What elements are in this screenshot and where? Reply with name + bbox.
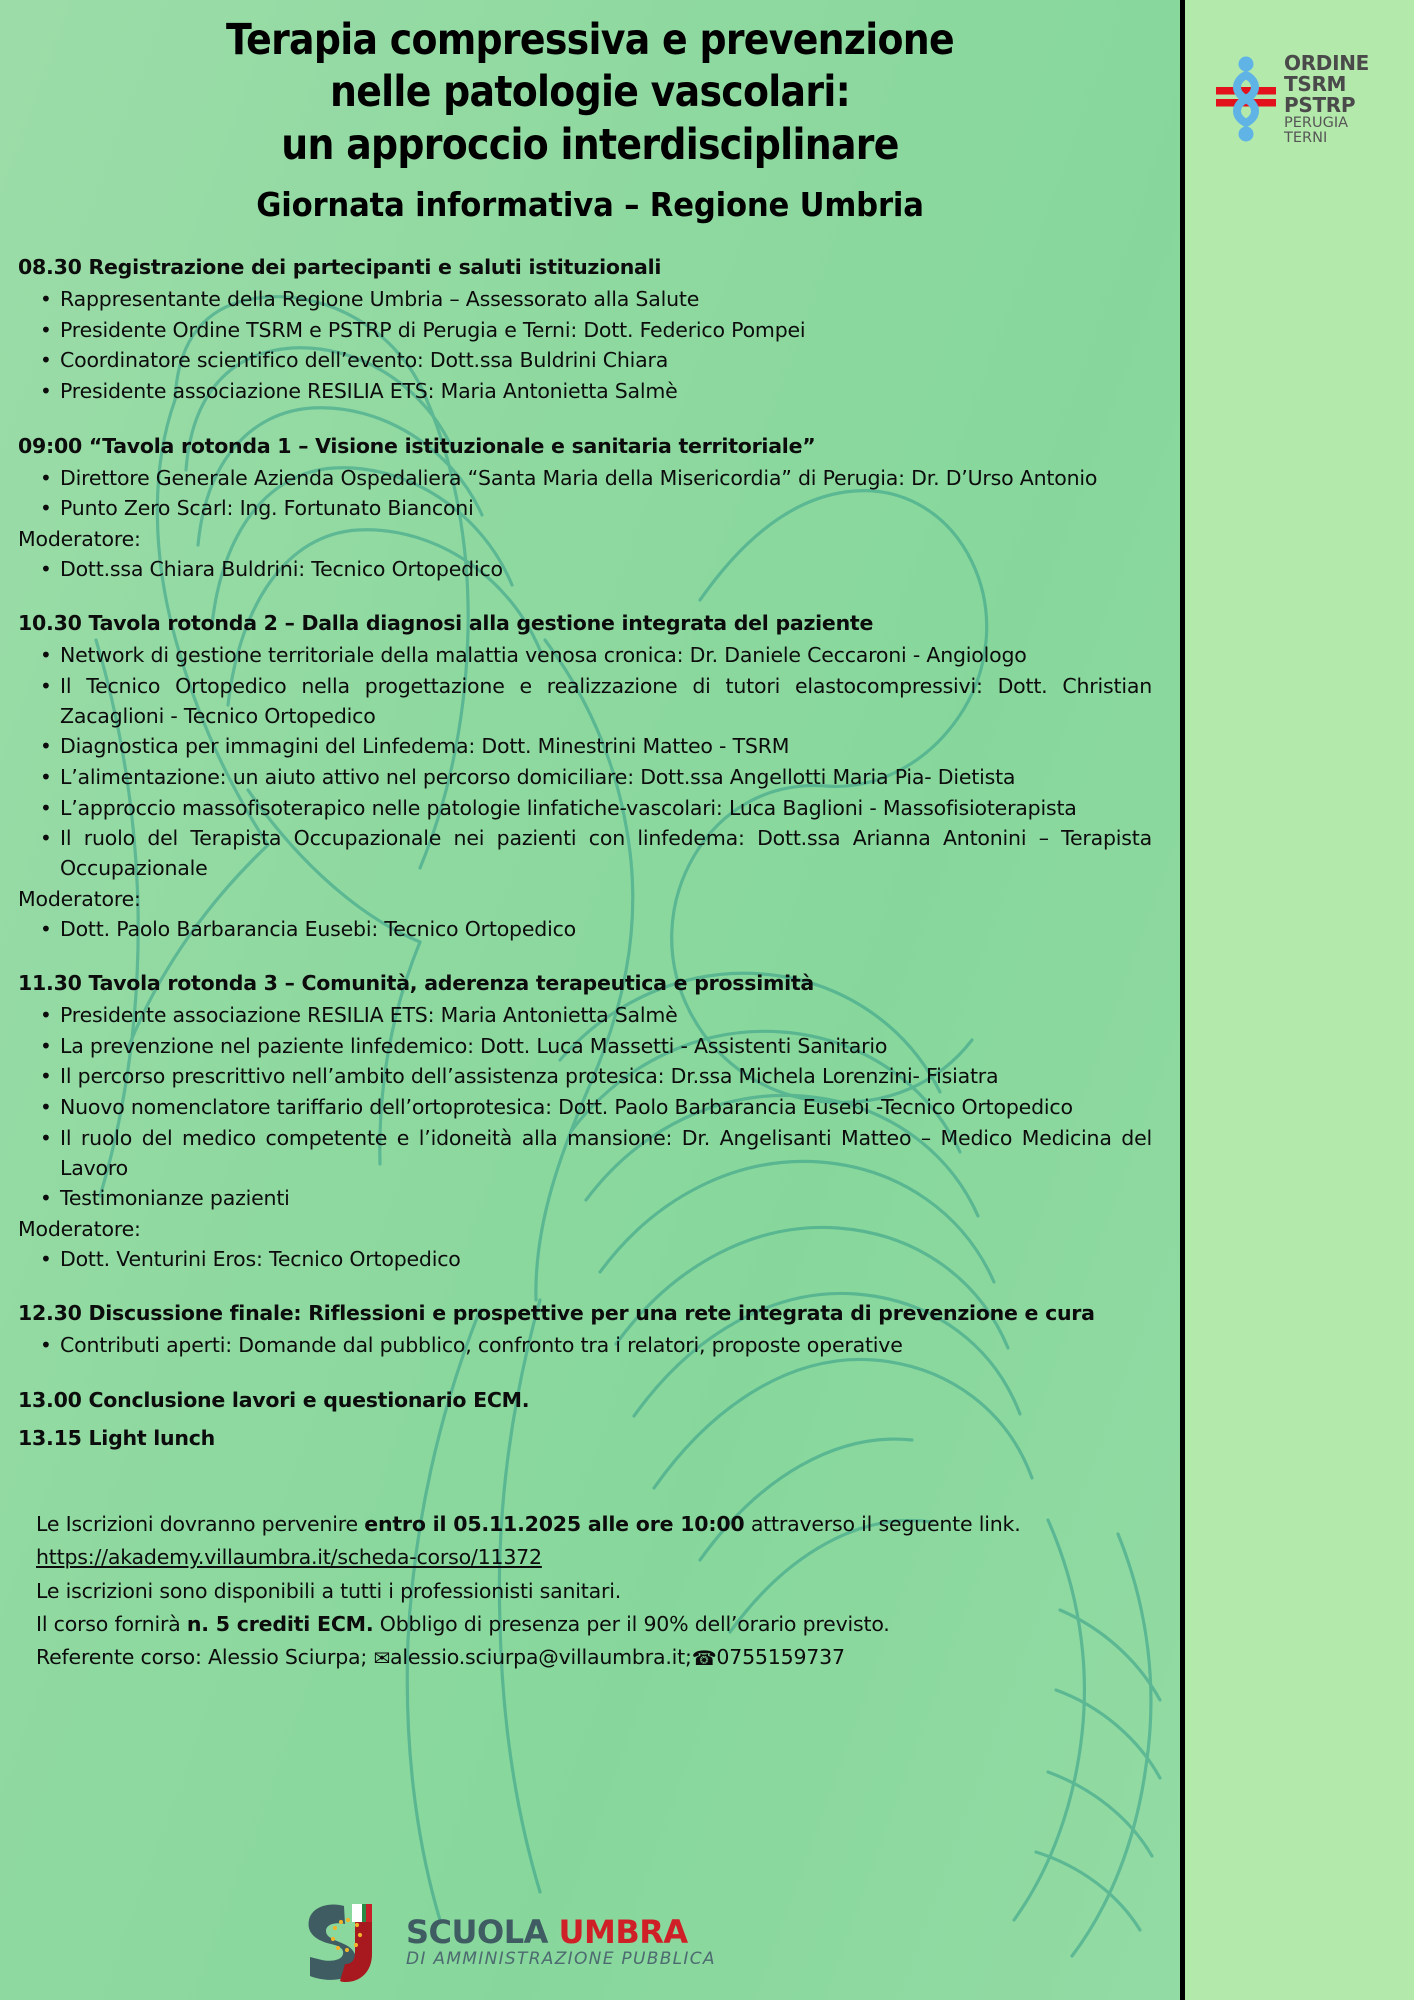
eligibility-line: Le iscrizioni sono disponibili a tutti i professionisti sanitari.	[36, 1578, 622, 1603]
contact-email[interactable]: alessio.sciurpa@villaumbra.it;	[390, 1645, 692, 1669]
list-item: • Il Tecnico Ortopedico nella progettazione e realizzazione di tutori elastocompressivi: Dott. Christian Zacaglioni - Tecnico Ortopedico	[18, 672, 1158, 731]
list-item: • Network di gestione territoriale della malattia venosa cronica: Dr. Daniele Ceccaroni - Angiologo	[18, 641, 1158, 671]
list-item: • Il percorso prescrittivo nell’ambito dell’assistenza protesica: Dr.ssa Michela Lorenzini- Fisiatra	[18, 1062, 1158, 1092]
credits-text-a: Il corso fornirà	[36, 1611, 187, 1636]
section-item-list	[18, 1331, 1158, 1361]
scuola-umbra-wordmark	[406, 1913, 716, 1969]
moderator-list	[18, 915, 1158, 945]
scuola-umbra-name	[406, 1913, 716, 1951]
moderator-label: Moderatore:	[18, 1217, 141, 1242]
program-section	[18, 254, 1158, 407]
contact-phone: 0755159737	[716, 1645, 845, 1669]
deadline-line	[36, 1508, 1140, 1541]
section-heading: 13.00 Conclusione lavori e questionario ECM.	[18, 1387, 530, 1412]
contact-person: Referente corso: Alessio Sciurpa;	[36, 1645, 374, 1669]
list-item: • Presidente associazione RESILIA ETS: Maria Antonietta Salmè	[18, 377, 1158, 407]
list-item: • Coordinatore scientifico dell’evento: Dott.ssa Buldrini Chiara	[18, 346, 1158, 376]
ordine-tsrm-pstrp-wordmark	[1284, 53, 1369, 145]
section-heading: 08.30 Registrazione dei partecipanti e saluti istituzionali	[18, 255, 662, 280]
telephone-icon: ☎	[691, 1646, 717, 1670]
section-item-list	[18, 464, 1158, 524]
credits-text-b: Obbligo di presenza per il 90% dell’orario previsto.	[373, 1611, 890, 1636]
scuola-word: SCUOLA	[406, 1913, 559, 1951]
program-section	[18, 970, 1158, 1274]
list-item: • Presidente Ordine TSRM e PSTRP di Perugia e Terni: Dott. Federico Pompei	[18, 316, 1158, 346]
section-heading: 10.30 Tavola rotonda 2 – Dalla diagnosi alla gestione integrata del paziente	[18, 611, 874, 636]
envelope-icon: ✉	[373, 1646, 391, 1670]
list-item: • Direttore Generale Azienda Ospedaliera “Santa Maria della Misericordia” di Perugia: Dr. D’Urso Antonio	[18, 464, 1158, 494]
section-heading: 13.15 Light lunch	[18, 1425, 215, 1450]
registration-link-row[interactable]	[36, 1541, 1140, 1574]
moderator-list	[18, 555, 1158, 585]
registration-info	[0, 1508, 1180, 1674]
deadline-text-b: attraverso il seguente link.	[744, 1512, 1021, 1537]
list-item: • Presidente associazione RESILIA ETS: Maria Antonietta Salmè	[18, 1001, 1158, 1031]
program-section	[18, 1387, 1158, 1452]
page-title-line-2: nelle patologie vascolari:	[329, 67, 851, 118]
umbra-word: UMBRA	[558, 1913, 688, 1951]
logo-line-ordine: ORDINE	[1284, 51, 1370, 75]
section-heading: 09:00 “Tavola rotonda 1 – Visione istituzionale e sanitaria territoriale”	[18, 433, 816, 458]
credits-line	[36, 1608, 1140, 1641]
list-item: • Dott. Venturini Eros: Tecnico Ortopedico	[18, 1245, 1158, 1275]
contact-line	[36, 1641, 1140, 1674]
scuola-umbra-tagline: DI AMMINISTRAZIONE PUBBLICA	[406, 1949, 716, 1969]
list-item: • Contributi aperti: Domande dal pubblico, confronto tra i relatori, proposte operative	[18, 1331, 1158, 1361]
logo-line-tsrm: TSRM	[1284, 72, 1347, 96]
page-title-line-3: un approccio interdisciplinare	[281, 119, 899, 170]
list-item: • Diagnostica per immagini del Linfedema: Dott. Minestrini Matteo - TSRM	[18, 732, 1158, 762]
poster-title-block	[0, 0, 1180, 224]
moderator-list	[18, 1245, 1158, 1275]
logo-line-perugia: PERUGIA	[1284, 115, 1349, 131]
program-section	[18, 1300, 1158, 1360]
section-heading: 11.30 Tavola rotonda 3 – Comunità, aderenza terapeutica e prossimità	[18, 971, 815, 996]
list-item: • La prevenzione nel paziente linfedemico: Dott. Luca Massetti - Assistenti Sanitario	[18, 1032, 1158, 1062]
ordine-tsrm-pstrp-logo	[1215, 44, 1405, 154]
list-item: • Testimonianze pazienti	[18, 1184, 1158, 1214]
list-item: • Dott.ssa Chiara Buldrini: Tecnico Ortopedico	[18, 555, 1158, 585]
logo-line-terni: TERNI	[1284, 129, 1328, 146]
program-schedule	[0, 254, 1180, 1452]
page-title-line-1: Terapia compressiva e prevenzione	[226, 15, 954, 65]
deadline-date: entro il 05.11.2025 alle ore 10:00	[364, 1512, 745, 1537]
list-item: • L’approccio massofisoterapico nelle patologie linfatiche-vascolari: Luca Baglioni - Massofisioterapista	[18, 794, 1158, 824]
list-item: • Punto Zero Scarl: Ing. Fortunato Bianconi	[18, 494, 1158, 524]
su-monogram-icon	[300, 1896, 396, 1988]
section-heading: 12.30 Discussione finale: Riflessioni e prospettive per una rete integrata di prevenzione e cura	[18, 1301, 1095, 1326]
section-item-list	[18, 641, 1158, 884]
caduceus-dna-icon	[1215, 49, 1277, 149]
list-item: • Il ruolo del medico competente e l’idoneità alla mansione: Dr. Angelisanti Matteo – Medico Medicina del Lavoro	[18, 1124, 1158, 1183]
moderator-label: Moderatore:	[18, 527, 141, 552]
list-item: • L’alimentazione: un aiuto attivo nel percorso domiciliare: Dott.ssa Angellotti Maria Pia- Dietista	[18, 763, 1158, 793]
program-section	[18, 610, 1158, 944]
right-margin-strip	[1190, 0, 1414, 2000]
section-item-list	[18, 285, 1158, 407]
scuola-umbra-logo	[300, 1896, 716, 1988]
list-item: • Dott. Paolo Barbarancia Eusebi: Tecnico Ortopedico	[18, 915, 1158, 945]
list-item: • Rappresentante della Regione Umbria – Assessorato alla Salute	[18, 285, 1158, 315]
list-item: • Nuovo nomenclatore tariffario dell’ortoprotesica: Dott. Paolo Barbarancia Eusebi -Tecnico Ortopedico	[18, 1093, 1158, 1123]
list-item: • Il ruolo del Terapista Occupazionale nei pazienti con linfedema: Dott.ssa Arianna Antonini – Terapista Occupazionale	[18, 824, 1158, 883]
deadline-text-a: Le Iscrizioni dovranno pervenire	[36, 1512, 365, 1537]
page-subtitle: Giornata informativa – Regione Umbria	[256, 185, 924, 225]
program-section	[18, 433, 1158, 585]
section-item-list	[18, 1001, 1158, 1214]
registration-link[interactable]: https://akademy.villaumbra.it/scheda-corso/11372	[36, 1545, 542, 1570]
logo-line-pstrp: PSTRP	[1284, 93, 1356, 117]
moderator-label: Moderatore:	[18, 886, 141, 911]
credits-value: n. 5 crediti ECM.	[186, 1611, 374, 1636]
